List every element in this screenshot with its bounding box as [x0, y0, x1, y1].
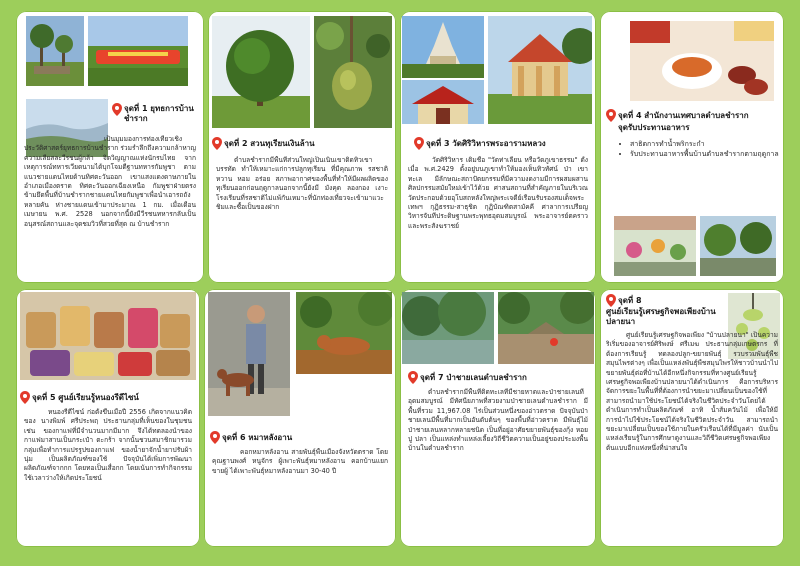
spot2-durian-photo: [314, 16, 392, 128]
spot6-title: จุดที่ 6 หมาหลังอาน: [222, 433, 293, 442]
spot4-food-photo: [630, 21, 774, 101]
list-item: • รับประทานอาหารพื้นบ้านตำบลชำรากตามฤดูกาล: [630, 149, 780, 159]
spot3-panel: [400, 11, 596, 283]
spot8-pin-icon: [606, 294, 616, 307]
spot1-pin-icon: [112, 103, 122, 116]
list-item: • สาธิตการทำน้ำพริกระกำ: [630, 139, 780, 149]
spot8-title-line2: ศูนย์เรียนรู้เศรษฐกิจพอเพียงบ้านปลายนา: [606, 307, 716, 326]
spot5-body: หนองรีดีไซน์ ก่อตั้งขึ้นเมื่อปี 2556 เกิดจากแนวคิดของ นางพิมพ์ ศรีประพฤ ประธานกลุ่มที่เห็นของในชุมชน เช่น ของกาแฟที่มีจำนวนมากมีมาก จึงได้ทดลองนำของกาแฟมาสานเป็นกระเป๋า ตะกร้า จากนั้นชวนสมาชิกมารวมกลุ่มเพื่อทำการแปรรูปของกาแฟ ของน้ำยาจักน้ำยาปรับผ้านุ่ม เป็นผลิตภัณฑ์ของใช้ ปัจจุบันได้เพิ่มการพัฒนาผลิตภัณฑ์จากกก โดยทอเป็นเสื่อกก โดยเน้นการทำกิจกรรมใช้เวลาว่างให้เกิดประโยชน์: [24, 408, 192, 482]
spot1-sign-photo: [88, 16, 188, 86]
spot6-body: คอกหมาหลังอาน สายพันธุ์พื้นเมืองจังหวัดตราด โดยคุณฐานพงศ์ หนูจักร ผู้เพาะพันธุ์หมาหลังอาน คอกบ้านแยกขายผู้ ได้เพาะพันธุ์หมาหลังอานมา 30-40 ปี: [212, 448, 388, 475]
spot1-monument-photo: [26, 16, 84, 86]
spot6-man-dog-photo: [208, 292, 290, 416]
spot8-title-line1: จุดที่ 8: [618, 296, 642, 305]
spot3-title: จุดที่ 3 วัดศิริวิหารพระอารามหลวง: [426, 139, 546, 148]
spot3-body: วัดศิริวิหาร เดิมชื่อ "วัดท่าเลียน หรือวัดภูเขาธรรม" ตั้งเมื่อ พ.ศ.2429 ตั้งอยู่บนภูเขาทำให้มองเห็นทิวทัศน์ ป่า เขา ทะเล มีลักษณะสถาปัตยกรรมที่มีความงดงามมีการผสมผสานศิลปกรรมสมัยใหม่เข้าไว้ด้วย ศาสนสถานที่สำคัญภายในบริเวณวัดประกอบด้วยอุโบสถหลังใหญ่พระเจดีย์เรือนรับรองสมเด็จพระเทพฯ กุฏิธรรม-สาธุชิต กุฏิบัณฑิตสามัคคี ศาลาการเปรียญ วิหารจันทีประดิษฐานพระพุทธอุดมสมบูรณ์ พระอาจารย์ตคราวและพระสังฆราชย์: [408, 156, 588, 230]
spot7-panel: [400, 289, 596, 547]
spot4-pin-icon: [606, 109, 616, 122]
spot8-panel: [600, 289, 784, 547]
spot7-body: ตำบลชำรากมีพื้นที่ติดทะเลที่มีชายหาดและป่าชายเลนที่อุดมสมบูรณ์ มีทัศนียภาพที่สวยงามป่าชายเลนตำบลชำราก มีพื้นที่รวม 11,967.08 ไร่เป็นส่วนหนึ่งของอ่าวตราด ปัจจุบันป่าชายเลนมีพื้นที่มากเป็นอันดับต้นๆ ของพื้นที่อ่าวตราด มีพันธุ์ไม้ป่าชายเลนหลากหลายชนิด เป็นที่อยู่อาศัยขยายพันธุ์ของกุ้ง หอย ปู ปลา เป็นแหล่งทำแหล่งเลี้ยงวิถีชีวิตความเป็นอยู่ของประมงพื้นบ้านในตำบลชำราก: [408, 388, 588, 453]
spot7-mangrove-photo-left: [402, 292, 494, 364]
spot4-panel: [600, 11, 784, 283]
spot2-pin-icon: [212, 137, 222, 150]
spot2-tree-photo: [212, 16, 310, 128]
spot2-body: ตำบลชำรากมีพื้นที่ส่วนใหญ่เป็นเนินเขาติดทิวเขาบรรทัด ทำให้เหมาะแก่การปลูกทุเรียน ที่มีคุณภาพ รสชาติหวาน หอม อร่อย สภาพอากาศของพื้นที่ทำให้มีผลผลิตของทุเรียนออกก่อนฤดูกาลนอกจากนี้ยังมี มังคุด ลองกอง เงาะโรงเรียนที่รสชาติไม่แพ้กันเหมาะที่นักท่องเที่ยวจะเข้ามาแวะชิมและซื้อเป็นของฝาก: [216, 156, 388, 212]
spot4-title-line2: จุดรับประทานอาหาร: [618, 123, 690, 132]
spot6-dog-lying-photo: [296, 292, 392, 374]
spot1-body: เป็นมุมมองการท่องเที่ยวเชิงประวัติศาสตร์ยุทธการบ้านชำราก ร่วมรำลึกถึงความกล้าหาญ ความเสียสละวีรชนผู้กล้า จิตวิญญาณแห่งนักรบไทย จากเหตุการณ์ทหารเวียดนามได้บุกโจมตีฐานทหารกัมพูชา ตามแนวชายแดนไทยด้านทิศตะวันออก เขาแสงแดงดาษภายในอำเภอเมืองตราด ทิศตะวันออกเฉียงเหนือ กัมพูชาฝ่ายตรงข้ามยึดพื้นที่บ้านชำรากชายแดนไทยกัมพูชาเพื่อนำเอารถถังหลายคัน ห่างชายแดนเข้ามาประมาณ 1 กม. เมื่อเดือนเมษายน พ.ศ. 2528 นอกจากนี้ยังมีวีรชนทหารกลับเป็นอนุสรณ์สถานและจุดชมวิวที่สวยที่สุด ณ บ้านชำราก: [24, 135, 196, 228]
spot4-garden-photo-right: [700, 216, 776, 276]
spot6-panel: [204, 289, 396, 547]
spot3-pin-icon: [414, 137, 424, 150]
spot4-list: [620, 139, 780, 159]
spot4-title-line1: จุดที่ 4 สำนักงานเทศบาลตำบลชำราก: [618, 111, 749, 120]
spot7-title: จุดที่ 7 ป่าชายเลนตำบลชำราก: [420, 373, 527, 382]
spot1-title: จุดที่ 1 ยุทธการบ้านชำราก: [124, 104, 194, 123]
spot4-garden-photo-left: [614, 216, 696, 276]
spot2-panel: [208, 11, 396, 283]
spot7-mangrove-photo-right: [498, 292, 594, 364]
spot3-temple-photo: [488, 16, 592, 124]
spot3-temple-roof-photo: [402, 80, 484, 124]
spot1-panel: [16, 11, 204, 283]
spot7-pin-icon: [408, 371, 418, 384]
spot3-pagoda-photo: [402, 16, 484, 78]
spot5-baskets-photo: [20, 292, 196, 380]
spot5-panel: [16, 289, 200, 547]
spot5-pin-icon: [20, 391, 30, 404]
spot5-title: จุดที่ 5 ศูนย์เรียนรู้หนองรีดีไซน์: [32, 393, 139, 402]
spot6-pin-icon: [210, 431, 220, 444]
spot2-title: จุดที่ 2 สวนทุเรียนเงินล้าน: [224, 139, 315, 148]
spot8-body: ศูนย์เรียนรู้เศรษฐกิจพอเพียง "บ้านปลายนา" เป็นความริเริ่มของอาจารย์ศิริพงษ์ ศรีเมฆ ประธานกลุ่มเกษตรกร ที่ต้องการเรียนรู้ ทดลองปลูก-ขยายพันธุ์ รวบรวมพันธุ์พืชสมุนไพรต่างๆ เพื่อเป็นแหล่งพันธุ์พืชสมุนไพรให้ชาวบ้านนำไปขยายพันธุ์ต่อที่บ้านได้อีกหนึ่งกิจกรรมที่ทางศูนย์เรียนรู้เศรษฐกิจพอเพียงบ้านปลายนาได้ดำเนินการ คือการบริหารจัดการขยะในพื้นที่ที่ต้องการนำขยะมาเปลี่ยนเป็นของใช้ที่สามารถนำมาใช้ประโยชน์ได้จริงในชีวิตประจำวันโดยได้ดำเนินการทำเป็นผลิตภัณฑ์ อาทิ น้ำส้มควันไม้ เพื่อให้มีการนำไปใช้ประโยชน์ได้จริงในชีวิตประจำวัน สามารถนำขยะมาเปลี่ยนเป็นของใช้ภายในครัวเรือนได้ที่มีมูลค่า นับเป็นแหล่งเรียนรู้ในการศึกษาดูงานและวิถีชีวิตเศรษฐกิจพอเพียงต้นแบบอีกแห่งหนึ่งที่น่าสนใจ: [606, 331, 778, 452]
